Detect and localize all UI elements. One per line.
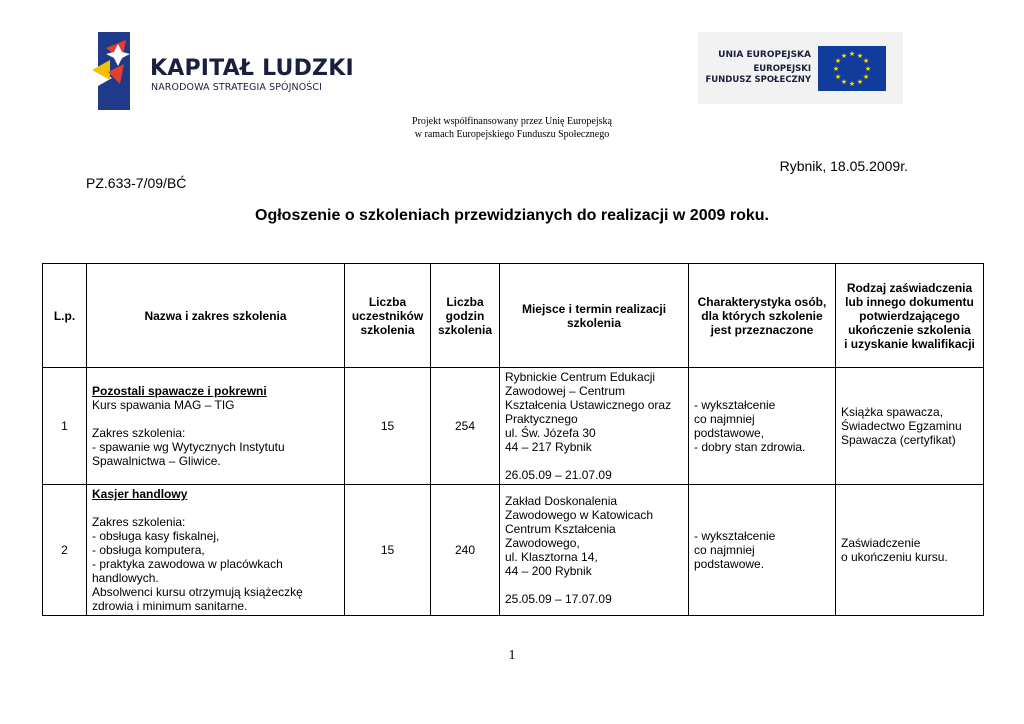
eu-logo-line2: EUROPEJSKI [753, 64, 811, 74]
svg-text:★: ★ [856, 78, 864, 86]
eu-logo [698, 32, 903, 104]
header-lp: L.p. [43, 264, 87, 368]
row-lp: 2 [43, 485, 87, 616]
svg-text:★: ★ [862, 57, 870, 65]
eu-logo-line3: FUNDUSZ SPOŁECZNY [705, 75, 811, 85]
eu-flag-icon [818, 46, 886, 91]
row-place-cell: Rybnickie Centrum Edukacji Zawodowej – Centrum Kształcenia Ustawicznego oraz Praktycznego ul. Św. Józefa 30 44 – 217 Rybnik 26.05.09 – 21.07.09 [500, 368, 689, 485]
project-line-1: Projekt współfinansowany przez Unię Europejską [412, 116, 612, 127]
training-title: Pozostali spawacze i pokrewni [92, 384, 267, 398]
row-characteristics-cell: - wykształcenie co najmniej podstawowe. [689, 485, 836, 616]
svg-text:★: ★ [864, 65, 872, 73]
svg-text:★: ★ [856, 52, 864, 60]
document-title: Ogłoszenie o szkoleniach przewidzianych do realizacji w 2009 roku. [255, 207, 769, 224]
table-header-row [43, 264, 984, 368]
header-participants: Liczba uczestników szkolenia [345, 264, 431, 368]
svg-text:★: ★ [840, 78, 848, 86]
svg-text:★: ★ [834, 73, 842, 81]
eu-logo-line1: UNIA EUROPEJSKA [718, 50, 811, 60]
row-certificate-cell: Zaświadczenie o ukończeniu kursu. [836, 485, 984, 616]
header-characteristics: Charakterystyka osób, dla których szkolenie jest przeznaczone [689, 264, 836, 368]
svg-text:★: ★ [848, 80, 856, 88]
kapital-ludzki-subtitle: NARODOWA STRATEGIA SPÓJNOŚCI [151, 82, 323, 93]
svg-text:★: ★ [862, 73, 870, 81]
kapital-ludzki-emblem-icon [88, 30, 148, 114]
svg-text:★: ★ [848, 50, 856, 58]
training-title: Kasjer handlowy [92, 487, 188, 501]
row-place-cell: Zakład Doskonalenia Zawodowego w Katowicach Centrum Kształcenia Zawodowego, ul. Klasztorna 14, 44 – 200 Rybnik 25.05.09 – 17.07.09 [500, 485, 689, 616]
svg-text:★: ★ [840, 52, 848, 60]
row-lp: 1 [43, 368, 87, 485]
header-certificate: Rodzaj zaświadczenia lub innego dokumentu potwierdzającego ukończenie szkolenia i uzyskanie kwalifikacji [836, 264, 984, 368]
header-name: Nazwa i zakres szkolenia [87, 264, 345, 368]
kapital-ludzki-title: KAPITAŁ LUDZKI [150, 56, 354, 81]
kapital-ludzki-logo [88, 30, 354, 114]
place-date: Rybnik, 18.05.2009r. [779, 158, 908, 174]
svg-text:★: ★ [834, 57, 842, 65]
table-row [43, 368, 984, 485]
row-hours: 254 [431, 368, 500, 485]
header-place: Miejsce i termin realizacji szkolenia [500, 264, 689, 368]
row-participants: 15 [345, 368, 431, 485]
row-participants: 15 [345, 485, 431, 616]
reference-number: PZ.633-7/09/BĆ [86, 175, 187, 191]
page-number: 1 [508, 648, 516, 663]
header-hours: Liczba godzin szkolenia [431, 264, 500, 368]
row-name-cell: Pozostali spawacze i pokrewni Kurs spawania MAG – TIG Zakres szkolenia: - spawanie wg Wytycznych Instytutu Spawalnictwa – Gliwice. [87, 368, 345, 485]
row-certificate-cell: Książka spawacza, Świadectwo Egzaminu Spawacza (certyfikat) [836, 368, 984, 485]
row-name-cell: Kasjer handlowy Zakres szkolenia: - obsługa kasy fiskalnej, - obsługa komputera, - praktyka zawodowa w placówkach handlowych. Absolwenci kursu otrzymują książeczkę zdrowia i minimum sanitarne. [87, 485, 345, 616]
table-row [43, 485, 984, 616]
svg-text:★: ★ [832, 65, 840, 73]
project-line-2: w ramach Europejskiego Funduszu Społecznego [414, 129, 610, 140]
trainings-table [42, 263, 984, 616]
row-characteristics-cell: - wykształcenie co najmniej podstawowe, - dobry stan zdrowia. [689, 368, 836, 485]
row-hours: 240 [431, 485, 500, 616]
